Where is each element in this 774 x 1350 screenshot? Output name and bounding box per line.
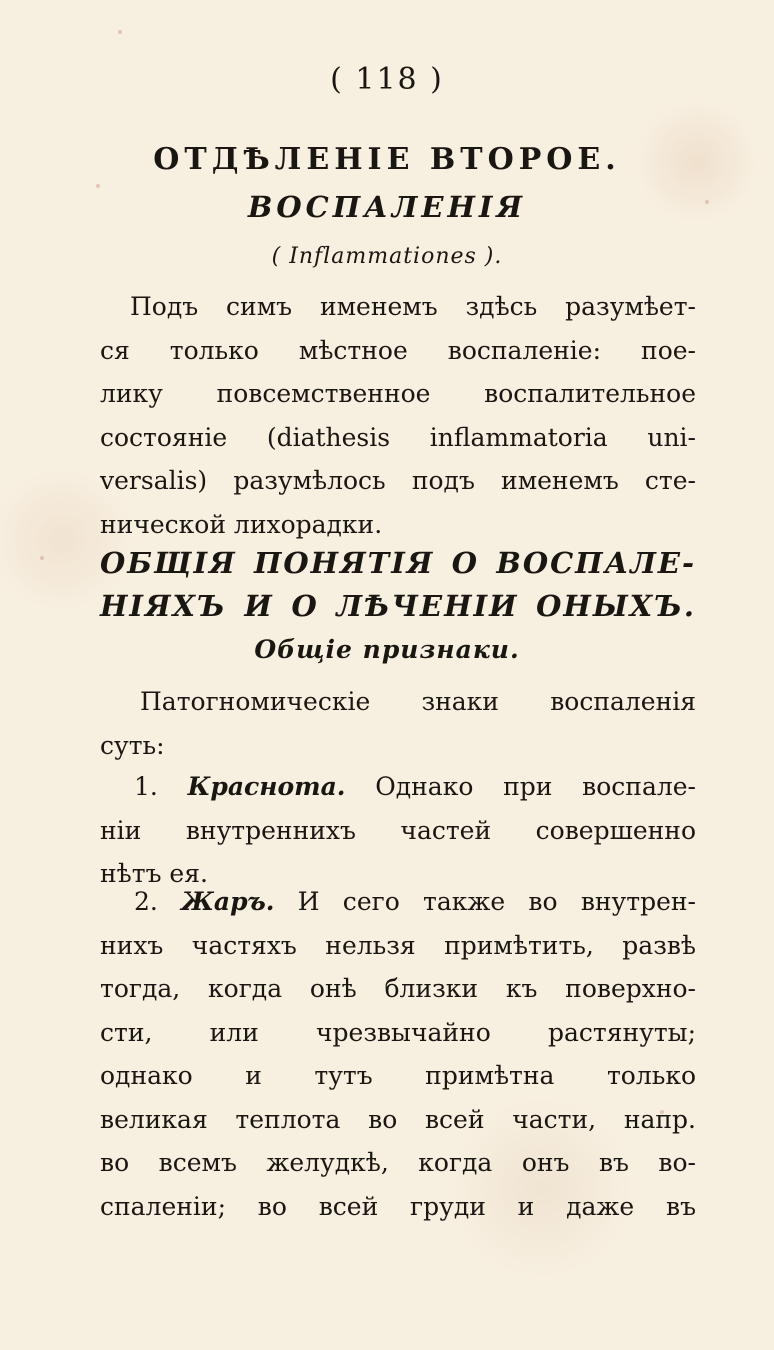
text-line: суть: <box>100 730 165 760</box>
text-line: versalis) разумѣлось подъ именемъ сте- <box>100 466 696 495</box>
chapter-title: ВОСПАЛЕНІЯ <box>247 190 527 224</box>
text-line: ся только мѣстное воспаленіе: пое- <box>100 335 696 365</box>
text-line <box>100 880 696 924</box>
section-subheading <box>100 542 696 628</box>
text-line: однако и тутъ примѣтна только <box>100 1061 696 1090</box>
intro-paragraph <box>100 285 696 546</box>
text-line: Патогномическіе знаки воспаленія <box>140 687 696 716</box>
item-number: 1. <box>134 772 158 801</box>
page-number: ( 118 ) <box>330 62 444 97</box>
text-line: ніи внутреннихъ частей совершенно <box>100 815 696 845</box>
text-line: тогда, когда онѣ близки къ поверхно- <box>100 974 696 1003</box>
text-line: Подъ симъ именемъ здѣсь разумѣет- <box>130 292 696 321</box>
item-term: Краснота. <box>187 772 346 801</box>
list-item-redness <box>100 765 696 896</box>
text-line: сти, или чрезвычайно растянуты; <box>100 1017 696 1047</box>
minor-subheading: Общіе признаки. <box>254 635 520 664</box>
item-text: И сего также во внутрен- <box>297 887 696 916</box>
paper-stain <box>118 30 122 34</box>
item-number: 2. <box>134 887 158 916</box>
section-title: ОТДѢЛЕНІЕ ВТОРОЕ. <box>153 142 621 177</box>
paper-stain <box>40 556 44 560</box>
list-item-heat <box>100 880 696 1228</box>
text-line: состояніе (diathesis inflammatoria uni- <box>100 422 696 452</box>
paper-stain <box>96 184 100 188</box>
text-line: нѣтъ ея. <box>100 859 208 888</box>
subheading-line: ОБЩІЯ ПОНЯТІЯ О ВОСПАЛЕ- <box>100 546 696 580</box>
text-line: нической лихорадки. <box>100 509 383 539</box>
item-text: Однако при воспале- <box>375 772 696 801</box>
latin-subtitle: ( Inflammationes ). <box>271 244 503 269</box>
text-line <box>100 765 696 809</box>
text-line: спаленіи; во всей груди и даже въ <box>100 1191 696 1221</box>
text-line: великая теплота во всей части, напр. <box>100 1104 696 1134</box>
signs-paragraph <box>100 680 696 767</box>
text-line: во всемъ желудкѣ, когда онъ въ во- <box>100 1148 696 1177</box>
subheading-line: НІЯХЪ И О ЛѢЧЕНІИ ОНЫХЪ. <box>100 589 696 623</box>
text-line: нихъ частяхъ нельзя примѣтить, развѣ <box>100 930 696 960</box>
item-term: Жаръ. <box>181 887 275 916</box>
text-line: лику повсемственное воспалительное <box>100 379 696 408</box>
